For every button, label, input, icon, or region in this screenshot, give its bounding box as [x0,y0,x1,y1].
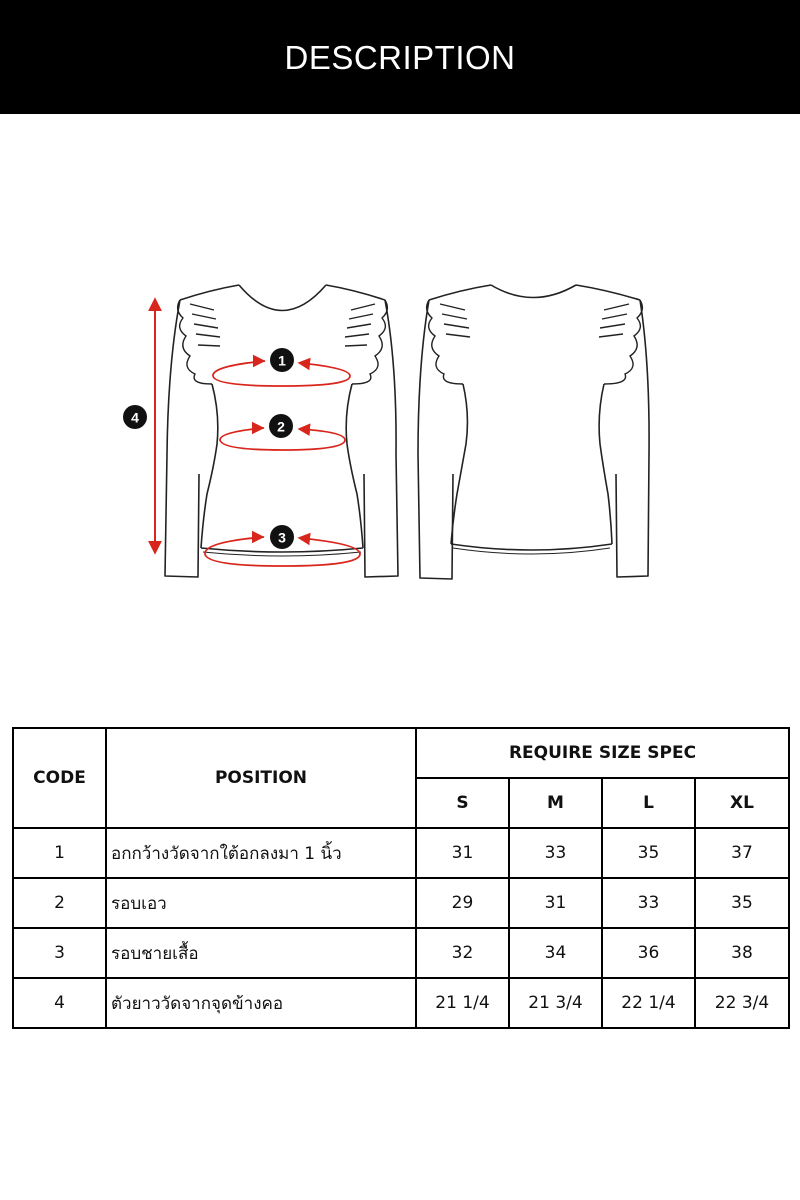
marker-2-label: 2 [277,418,285,435]
table-row [13,878,789,928]
table-row [13,828,789,878]
row-value-xl: 22 3/4 [695,978,789,1028]
require-size-spec-header: REQUIRE SIZE SPEC [416,728,789,778]
row-value-xl: 35 [695,878,789,928]
marker-1 [270,348,294,372]
row-value-l: 33 [602,878,695,928]
row-position: อกกว้างวัดจากใต้อกลงมา 1 นิ้ว [106,828,416,878]
row-code: 3 [13,928,106,978]
table-header-row [13,728,789,778]
row-value-m: 21 3/4 [509,978,602,1028]
row-code: 1 [13,828,106,878]
row-value-m: 31 [509,878,602,928]
row-value-l: 22 1/4 [602,978,695,1028]
size-header-s: S [416,778,509,828]
row-value-xl: 38 [695,928,789,978]
front-ruffle-left [178,300,220,384]
row-value-s: 31 [416,828,509,878]
back-ruffle-right [599,300,642,384]
code-header: CODE [13,728,106,828]
row-position: ตัวยาววัดจากจุดข้างคอ [106,978,416,1028]
row-value-m: 34 [509,928,602,978]
row-value-l: 36 [602,928,695,978]
marker-4-label: 4 [131,409,139,426]
back-ruffle-left [427,300,470,384]
marker-2 [269,414,293,438]
row-code: 2 [13,878,106,928]
table-row [13,978,789,1028]
marker-4 [123,405,147,429]
row-value-m: 33 [509,828,602,878]
marker-3 [270,525,294,549]
row-value-s: 29 [416,878,509,928]
table-row [13,928,789,978]
row-position: รอบเอว [106,878,416,928]
row-position: รอบชายเสื้อ [106,928,416,978]
row-value-xl: 37 [695,828,789,878]
position-header: POSITION [106,728,416,828]
page-title: DESCRIPTION [284,39,516,76]
front-ruffle-right [345,300,387,384]
garment-diagram [0,114,800,714]
row-value-s: 21 1/4 [416,978,509,1028]
back-shirt-outline [418,285,649,579]
row-value-s: 32 [416,928,509,978]
row-value-l: 35 [602,828,695,878]
row-code: 4 [13,978,106,1028]
size-header-m: M [509,778,602,828]
header-bar [0,0,800,114]
marker-3-label: 3 [278,529,286,546]
marker-1-label: 1 [278,352,286,369]
size-header-xl: XL [695,778,789,828]
size-spec-table [12,727,790,1029]
size-header-l: L [602,778,695,828]
